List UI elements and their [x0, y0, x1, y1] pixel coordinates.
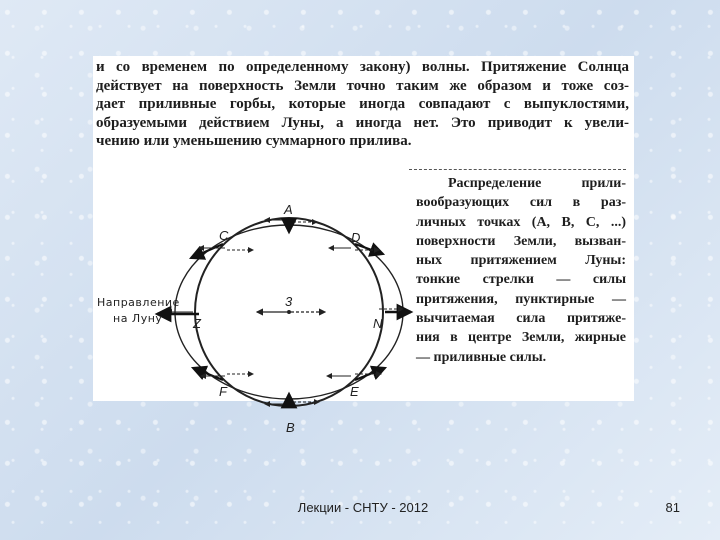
paragraph-line: и со временем по определенному закону) волны. Притяжение Солнца — [96, 59, 629, 75]
label-c: C — [219, 228, 229, 243]
label-a: A — [284, 202, 293, 217]
paragraph-line: действует на поверхность Земли точно таким же образом и тоже соз- — [96, 77, 629, 94]
label-b: B — [286, 420, 295, 435]
label-n: N — [373, 316, 383, 331]
label-z: Z — [193, 316, 201, 331]
moon-direction-label-line1: Направление — [97, 296, 180, 309]
figure-caption — [416, 174, 626, 367]
dashed-separator — [409, 169, 626, 170]
body-paragraph — [96, 58, 629, 151]
label-d: D — [351, 230, 361, 245]
caption-line: личных точках (А, В, С, ...) — [416, 214, 626, 230]
caption-line: притяжения, пунктирные — — [416, 291, 626, 307]
document-page — [93, 56, 634, 435]
label-e: E — [350, 384, 359, 399]
footer-lecture-label: Лекции - СНТУ - 2012 — [297, 500, 429, 515]
caption-line: ных притяжением Луны: — [416, 253, 626, 269]
caption-line: вычитаемая сила притяже- — [416, 311, 626, 327]
caption-line: поверхности Земли, вызван- — [416, 233, 626, 249]
caption-line: — приливные силы. — [416, 349, 547, 365]
label-center: 3 — [285, 294, 293, 309]
paragraph-line: чению или уменьшению суммарного прилива. — [96, 133, 412, 150]
caption-line: тонкие стрелки — силы — [416, 272, 626, 288]
paragraph-line: образуемыми действием Луны, а иногда нет. Это приводит к увели- — [96, 114, 629, 131]
moon-direction-label-line2: на Луну — [113, 312, 163, 325]
label-f: F — [219, 384, 227, 399]
page-number: 81 — [665, 500, 680, 515]
tidal-forces-diagram — [93, 182, 413, 435]
caption-line: ния в центре Земли, жирные — [416, 330, 626, 346]
paragraph-line: дает приливные горбы, которые иногда совпадают с выпуклостями, — [96, 96, 629, 113]
center-point — [287, 310, 291, 314]
caption-line: вообразующих сил в раз- — [416, 195, 626, 211]
caption-line: Распределение прили- — [448, 176, 626, 191]
